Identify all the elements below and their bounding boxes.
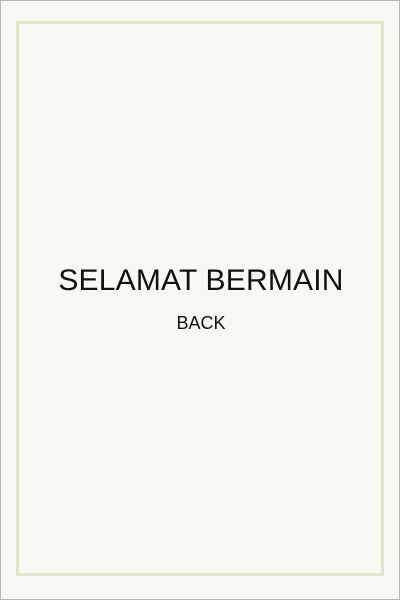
welcome-message: SELAMAT BERMAIN [58,264,344,297]
back-button[interactable]: BACK [161,309,241,337]
